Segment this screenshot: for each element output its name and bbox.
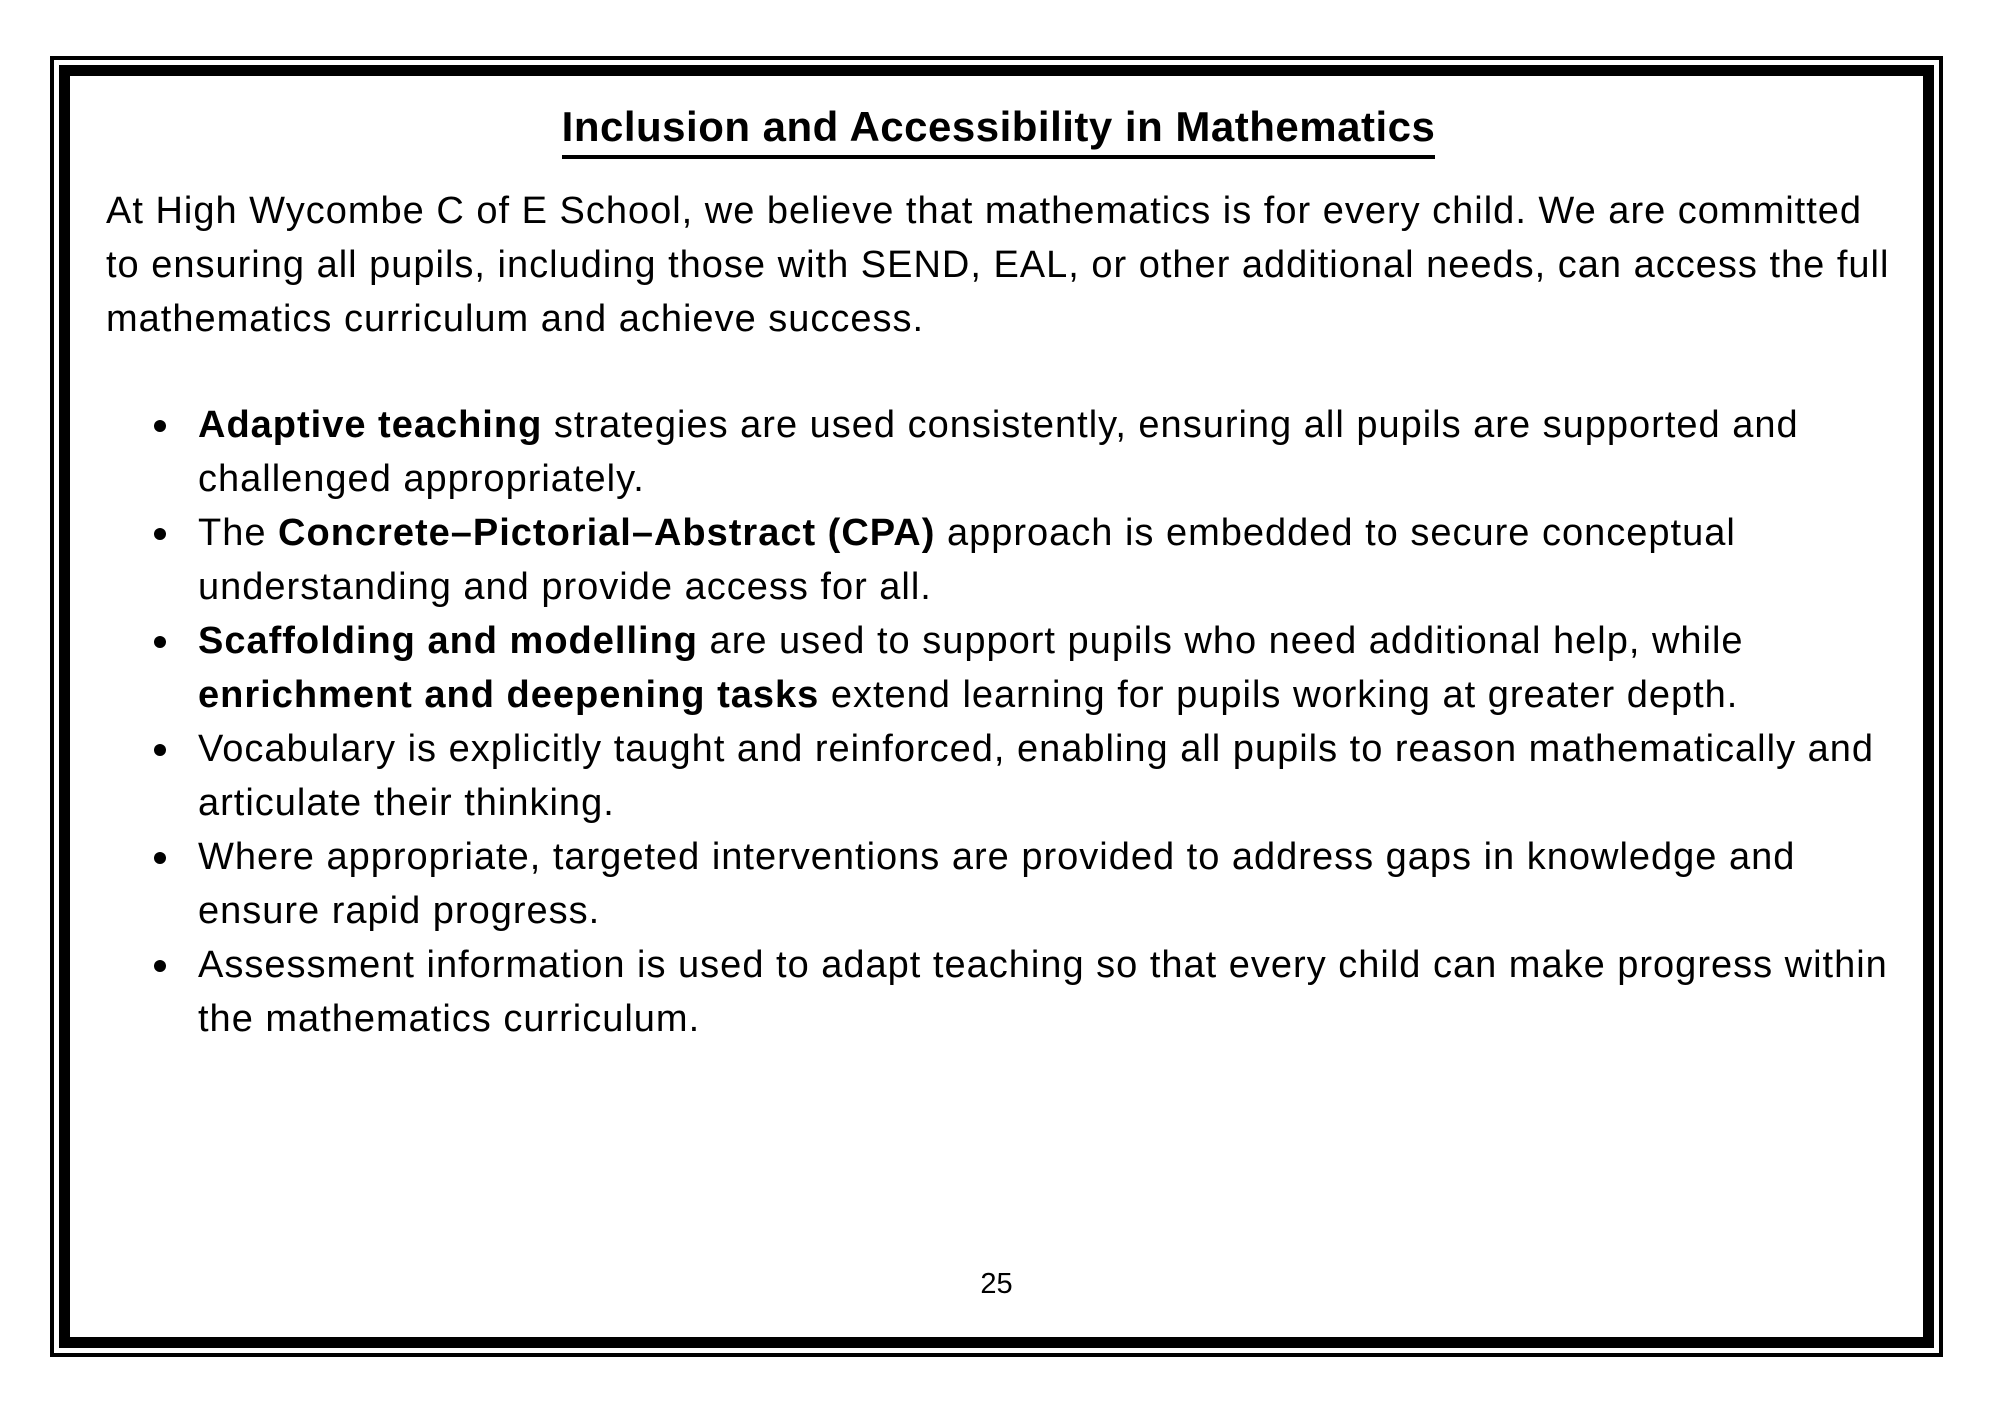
bullet-text-bold: Concrete–Pictorial–Abstract (CPA) (278, 512, 936, 554)
page-border-inner (59, 65, 1934, 1348)
bullet-text-bold: Scaffolding and modelling (198, 620, 698, 662)
intro-paragraph: At High Wycombe C of E School, we believe that mathematics is for every child. We are committed to ensuring all pupils, including those with SEND, EAL, or other additional needs, can access the full mathematics curriculum and achieve success. (106, 190, 1890, 340)
list-item (198, 830, 1899, 938)
list-item (198, 938, 1899, 1046)
bullet-text: strategies are used consistently, ensuring all pupils are supported and challenged appropriately. (198, 404, 1799, 500)
page-title (98, 102, 1899, 152)
bullet-text-bold: Adaptive teaching (198, 404, 543, 446)
list-item (198, 398, 1899, 506)
bullet-text: approach is embedded to secure conceptual understanding and provide access for all. (198, 512, 1736, 608)
bullet-text-bold: enrichment and deepening tasks (198, 674, 820, 716)
bullet-text: Vocabulary is explicitly taught and reinforced, enabling all pupils to reason mathematically and articulate their thinking. (198, 728, 1875, 824)
list-item (198, 506, 1899, 614)
bullet-text: Where appropriate, targeted interventions are provided to address gaps in knowledge and ensure rapid progress. (198, 836, 1796, 932)
bullet-list (98, 398, 1899, 1046)
bullet-text: are used to support pupils who need additional help, while (698, 620, 1744, 662)
bullet-text: Assessment information is used to adapt teaching so that every child can make progress within the mathematics curriculum. (198, 944, 1888, 1040)
page-number: 25 (980, 1268, 1013, 1300)
list-item (198, 722, 1899, 830)
page-border-outer (50, 56, 1943, 1357)
list-item (198, 614, 1899, 722)
page-title-text: Inclusion and Accessibility in Mathematics (562, 103, 1436, 159)
bullet-text: The (198, 512, 279, 554)
bullet-text: extend learning for pupils working at greater depth. (819, 674, 1739, 716)
